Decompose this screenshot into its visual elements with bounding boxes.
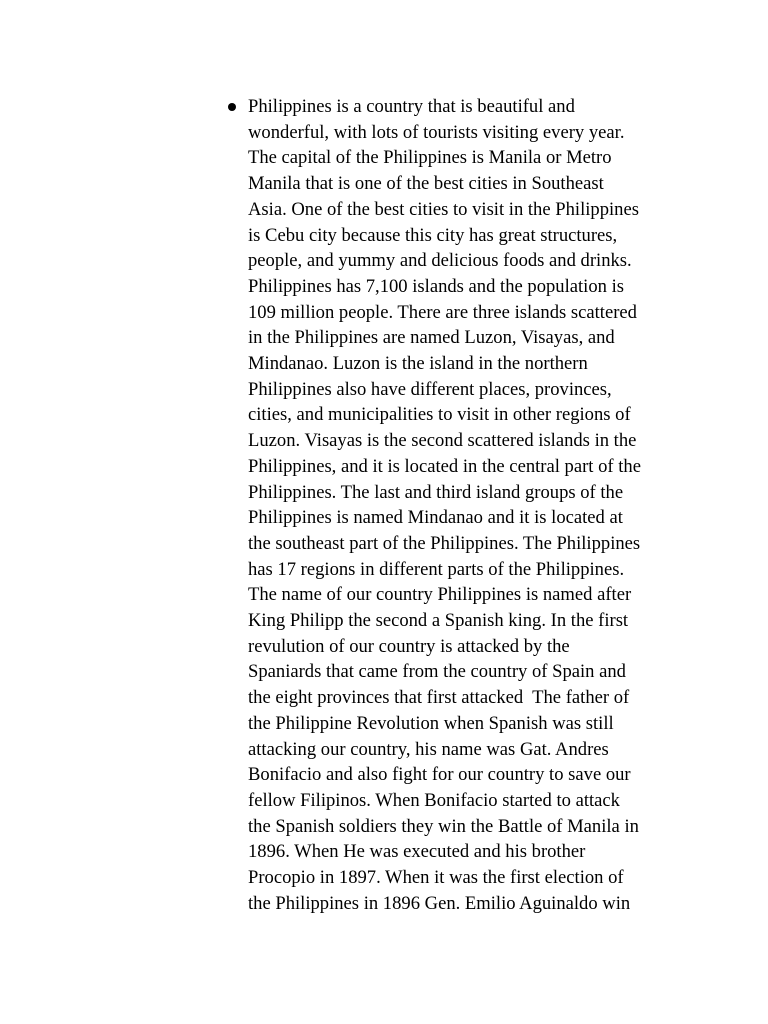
text-line: has 17 regions in different parts of the Philippines. xyxy=(248,558,625,580)
text-line: Bonifacio and also fight for our country to save our xyxy=(248,764,631,786)
text-line: the Philippines in 1896 Gen. Emilio Aguinaldo win xyxy=(248,892,631,914)
text-line: Procopio in 1897. When it was the first election of xyxy=(248,867,624,889)
text-line: the Philippine Revolution when Spanish was still xyxy=(248,712,614,734)
text-line: King Philipp the second a Spanish king. In the first xyxy=(248,610,629,632)
text-line: in the Philippines are named Luzon, Visayas, and xyxy=(248,327,615,349)
bullet-dot-icon xyxy=(228,103,236,111)
bullet-item xyxy=(222,94,682,917)
bullet-paragraph xyxy=(248,94,682,917)
text-line: Asia. One of the best cities to visit in the Philippines xyxy=(248,198,639,220)
text-line: Philippines, and it is located in the central part of the xyxy=(248,455,641,477)
text-line: Philippines is named Mindanao and it is located at xyxy=(248,507,623,529)
text-line: people, and yummy and delicious foods and drinks. xyxy=(248,250,632,272)
bullet-list xyxy=(222,94,682,917)
text-line: The capital of the Philippines is Manila or Metro xyxy=(248,147,612,169)
text-line: Philippines is a country that is beautiful and xyxy=(248,96,575,117)
text-line: the eight provinces that first attacked The father of xyxy=(248,687,630,709)
text-line: revulution of our country is attacked by the xyxy=(248,635,570,657)
text-line: Philippines also have different places, provinces, xyxy=(248,378,612,400)
text-line: The name of our country Philippines is named after xyxy=(248,584,632,606)
text-line: Luzon. Visayas is the second scattered islands in the xyxy=(248,430,637,452)
text-line: fellow Filipinos. When Bonifacio started to attack xyxy=(248,789,620,811)
text-line: the southeast part of the Philippines. The Philippines xyxy=(248,532,641,554)
text-line: Mindanao. Luzon is the island in the northern xyxy=(248,353,588,375)
text-line: the Spanish soldiers they win the Battle of Manila in xyxy=(248,815,639,837)
text-line: cities, and municipalities to visit in other regions of xyxy=(248,404,631,426)
text-line: is Cebu city because this city has great structures, xyxy=(248,224,618,246)
text-line: Philippines. The last and third island groups of the xyxy=(248,481,624,503)
text-line: attacking our country, his name was Gat. Andres xyxy=(248,738,609,760)
text-line: 1896. When He was executed and his brother xyxy=(248,841,586,863)
text-line: Manila that is one of the best cities in Southeast xyxy=(248,173,604,195)
text-line: 109 million people. There are three islands scattered xyxy=(248,301,637,323)
text-line: wonderful, with lots of tourists visiting every year. xyxy=(248,121,625,143)
text-line: Philippines has 7,100 islands and the population is xyxy=(248,275,624,297)
text-line: Spaniards that came from the country of Spain and xyxy=(248,661,626,683)
